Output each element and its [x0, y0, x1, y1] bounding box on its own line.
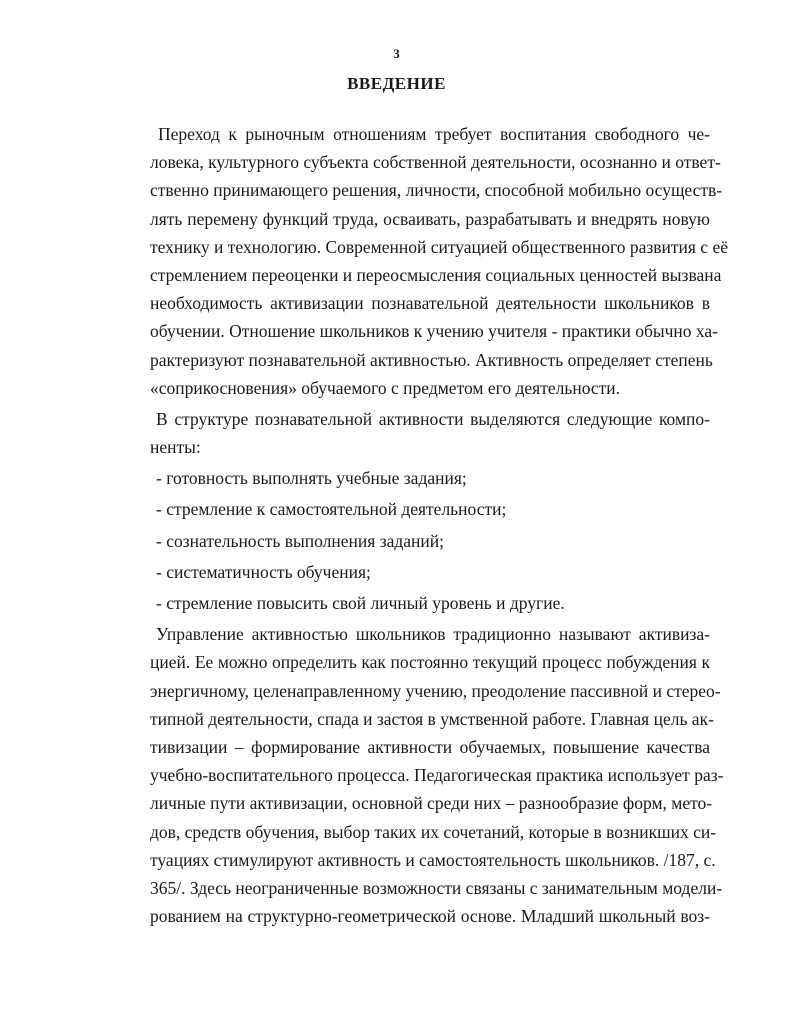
paragraph-intro	[150, 120, 728, 402]
list-item: - стремление к самостоятельной деятельности;	[156, 499, 507, 520]
text-line: тивизации – формирование активности обучаемых, повышение качества	[150, 736, 710, 757]
text-line: лять перемену функций труда, осваивать, разрабатывать и внедрять новую	[150, 208, 710, 229]
list-item: - сознательность выполнения заданий;	[156, 530, 444, 551]
paragraph-management	[150, 620, 724, 930]
text-line: туациях стимулируют активность и самостоятельность школьников. /187, с.	[150, 849, 716, 870]
text-line: «соприкосновения» обучаемого с предметом его деятельности.	[150, 377, 621, 398]
text-line: ненты:	[150, 437, 201, 458]
page-number: 3	[393, 46, 400, 61]
text-line: энергичному, целенаправленному учению, преодоление пассивной и стерео-	[150, 680, 721, 701]
text-line: типной деятельности, спада и застоя в умственной работе. Главная цель ак-	[150, 708, 714, 729]
text-line: дов, средств обучения, выбор таких их сочетаний, которые в возникших си-	[150, 821, 717, 842]
text-line: рованием на структурно-геометрической основе. Младший школьный воз-	[150, 906, 710, 927]
text-line: цией. Ее можно определить как постоянно текущий процесс побуждения к	[150, 652, 710, 673]
document-body	[150, 120, 728, 930]
text-line: технику и технологию. Современной ситуацией общественного развития с её	[150, 236, 728, 257]
text-line: обучении. Отношение школьников к учению учителя - практики обычно ха-	[150, 321, 719, 342]
text-line: ловека, культурного субъекта собственной деятельности, осознанно и ответ-	[150, 152, 721, 173]
text-line: Переход к рыночным отношениям требует воспитания свободного че-	[158, 124, 710, 144]
text-line: стремлением переоценки и переосмысления социальных ценностей вызвана	[150, 264, 722, 285]
text-line: Управление активностью школьников традиционно называют активиза-	[156, 624, 710, 645]
page-title: ВВЕДЕНИЕ	[347, 74, 446, 93]
text-line: рактеризуют познавательной активностью. Активность определяет степень	[150, 349, 713, 370]
text-line: учебно-воспитательного процесса. Педагогическая практика использует раз-	[150, 765, 724, 786]
paragraph-components	[150, 405, 710, 461]
list-item: - систематичность обучения;	[156, 561, 371, 582]
components-list	[150, 464, 710, 617]
text-line: 365/. Здесь неограниченные возможности связаны с занимательным модели-	[150, 877, 723, 898]
text-line: ственно принимающего решения, личности, способной мобильно осуществ-	[150, 180, 723, 201]
text-line: личные пути активизации, основной среди них – разнообразие форм, мето-	[150, 793, 713, 814]
text-line: необходимость активизации познавательной деятельности школьников в	[150, 293, 710, 314]
list-item: - готовность выполнять учебные задания;	[156, 468, 467, 489]
list-item: - стремление повысить свой личный уровень и другие.	[156, 593, 565, 613]
text-line: В структуре познавательной активности выделяются следующие компо-	[156, 408, 710, 429]
